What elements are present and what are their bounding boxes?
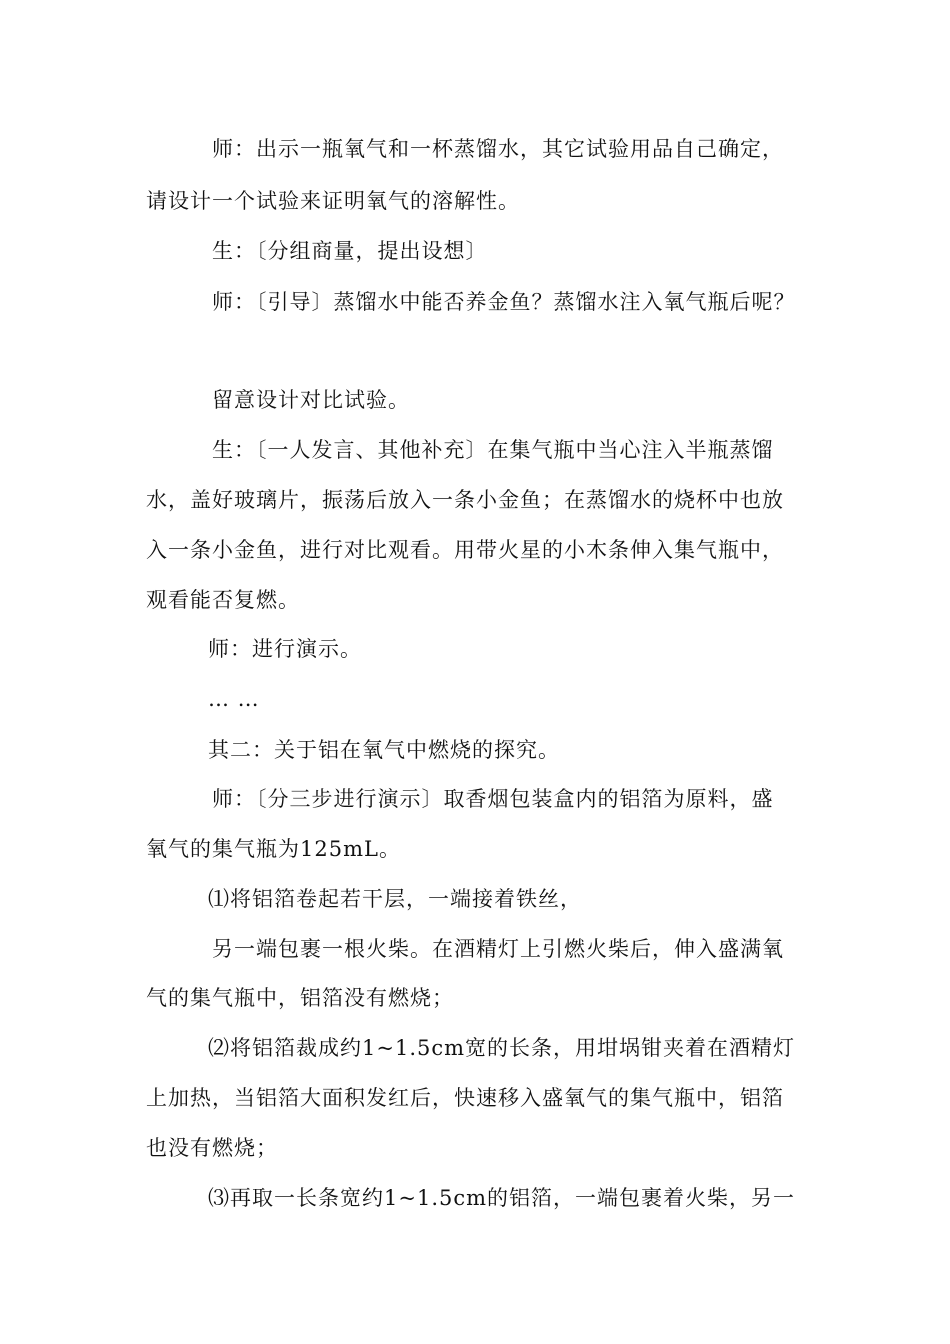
paragraph-line: 留意设计对比试验。: [212, 388, 410, 412]
paragraph-line: 请设计一个试验来证明氧气的溶解性。: [146, 189, 520, 213]
ellipsis-line: … …: [208, 687, 260, 711]
paragraph-line: 另一端包裹一根火柴。在酒精灯上引燃火柴后，伸入盛满氧: [212, 937, 784, 961]
paragraph-line: 师：进行演示。: [208, 637, 362, 661]
paragraph-line: 入一条小金鱼，进行对比观看。用带火星的小木条伸入集气瓶中，: [146, 538, 784, 562]
paragraph-line: 观看能否复燃。: [146, 588, 300, 612]
paragraph-line: 水，盖好玻璃片，振荡后放入一条小金鱼；在蒸馏水的烧杯中也放: [146, 488, 784, 512]
step-3-line: ⑶再取一长条宽约1~1.5cm的铝箔，一端包裹着火柴，另一: [208, 1186, 796, 1210]
step-1-line: ⑴将铝箔卷起若干层，一端接着铁丝，: [208, 887, 582, 911]
paragraph-line: 生：〔一人发言、其他补充〕在集气瓶中当心注入半瓶蒸馏: [212, 438, 774, 462]
paragraph-line: 师：〔分三步进行演示〕取香烟包装盒内的铝箔为原料，盛: [212, 787, 774, 811]
step-2-line: ⑵将铝箔裁成约1~1.5cm宽的长条，用坩埚钳夹着在酒精灯: [208, 1036, 796, 1060]
paragraph-line: 师：出示一瓶氧气和一杯蒸馏水，其它试验用品自己确定，: [212, 137, 784, 161]
paragraph-line: 气的集气瓶中，铝箔没有燃烧；: [146, 986, 454, 1010]
paragraph-line: 上加热，当铝箔大面积发红后，快速移入盛氧气的集气瓶中，铝箔: [146, 1086, 784, 1110]
paragraph-line: 氧气的集气瓶为125mL。: [146, 837, 401, 861]
paragraph-line: 生：〔分组商量，提出设想〕: [212, 239, 488, 263]
paragraph-line: 师：〔引导〕蒸馏水中能否养金鱼？蒸馏水注入氧气瓶后呢？: [212, 290, 796, 314]
paragraph-line: 也没有燃烧；: [146, 1136, 278, 1160]
section-heading: 其二：关于铝在氧气中燃烧的探究。: [208, 738, 560, 762]
